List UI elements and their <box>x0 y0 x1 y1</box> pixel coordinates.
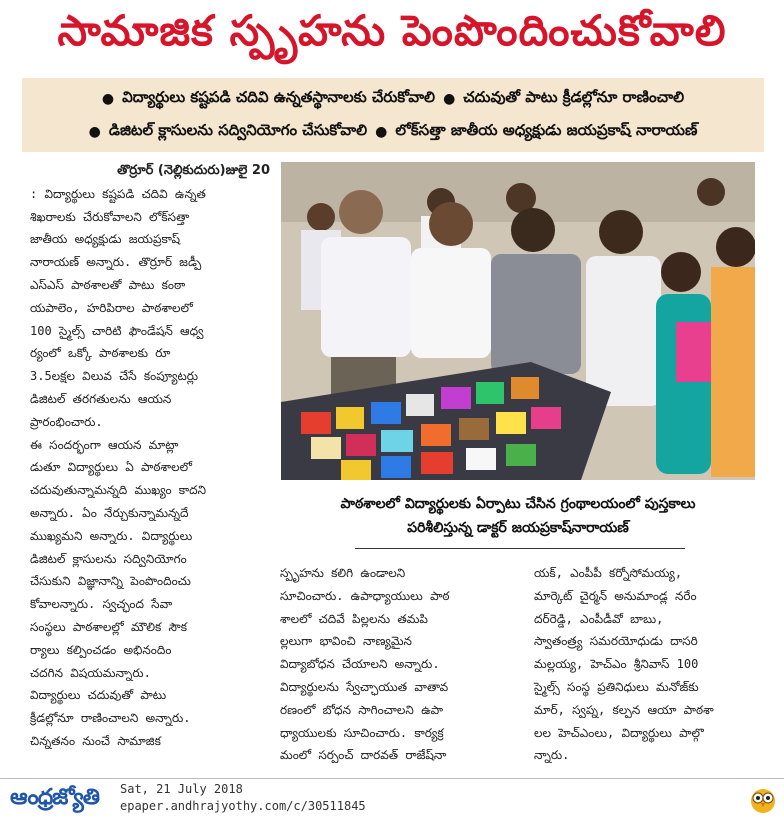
caption-line-1: పాఠశాలలో విద్యార్థులకు ఏర్పాటు చేసిన గ్రంథాలయంలో పుస్తకాలు <box>340 496 696 512</box>
article-line: లల హెచ్‌ఎంలు, విద్యార్థులు పాల్గొ <box>534 725 704 740</box>
article-line: అన్నారు. ఏం నేర్చుకున్నామన్నదే <box>30 505 189 520</box>
article-line: కోవాలన్నారు. స్వచ్ఛంద సేవా <box>30 597 173 612</box>
bullet-icon: ● <box>375 123 388 140</box>
article-line: ల్లలుగా భావించి నాణ్యమైన <box>280 634 412 649</box>
article-line: చిన్నతనం నుంచే సామాజిక <box>30 733 161 748</box>
article-line: మంలో సర్పంచ్ దారవత్ రాజేష్‌నా <box>280 748 447 763</box>
article-line: ఈ సందర్భంగా ఆయన మాట్లా <box>30 437 179 452</box>
article-line: డిజిటల్ తరగతులను ఆయన <box>30 391 172 406</box>
bullet-icon: ● <box>101 90 115 107</box>
caption-divider <box>355 548 685 549</box>
article-line: విద్యాబోధన చేయాలని అన్నారు. <box>280 657 440 672</box>
article-line: స్మైల్స్ సంస్థ ప్రతినిధులు మనోజ్‌కు <box>534 679 699 694</box>
article-line: ర్యంలో ఒక్కో పాఠశాలకు రూ <box>30 346 171 361</box>
article-line: ర్యాలు కల్పించడం అభినందిం <box>30 642 172 657</box>
article-line: ఎస్‌ఎస్ పాఠశాలతో పాటు కంఠా <box>30 277 186 292</box>
article-column-3 <box>534 562 774 767</box>
article-line: మార్, స్వప్న, కల్పన ఆయా పాఠశా <box>534 702 714 717</box>
subheadline: చదువుతో పాటు క్రీడల్లోనూ రాణించాలి <box>463 87 685 106</box>
article-line: 100 స్మైల్స్ చారిటి ఫౌండేషన్ ఆధ్వ <box>30 323 204 338</box>
bullet-icon: ● <box>443 90 456 107</box>
caption-line-2: పరిశీలిస్తున్న డాక్టర్ జయప్రకాష్‌నారాయణ్ <box>407 520 629 536</box>
article-line: స్వాతంత్ర్య సమరయోధుడు దాసరి <box>534 634 698 649</box>
article-column-2 <box>280 562 520 767</box>
article-line: నారాయణ్ అన్నారు. తొర్రూర్ జడ్పీ <box>30 255 202 270</box>
article-line: మల్లయ్య, హెచ్‌ఎం శ్రీనివాస్ 100 <box>534 657 699 672</box>
article-line: 3.5లక్షల విలువ చేసే కంప్యూటర్లు <box>30 369 198 384</box>
article-line: డిజిటల్ క్లాసులను సద్వినియోగం <box>30 551 187 566</box>
article-line: న్నారు. <box>534 748 570 763</box>
article-line: ధ్యాయులకు సూచించారు. కార్యక్ర <box>280 725 444 740</box>
subheadline: విద్యార్థులు కష్టపడి చదివి ఉన్నతస్థానాలకు చేరుకోవాలి <box>122 87 436 106</box>
publish-date: Sat, 21 July 2018 <box>120 782 243 796</box>
owl-mascot-icon <box>748 784 778 814</box>
news-photo <box>281 162 755 480</box>
article-line: యక్, ఎంపీపీ కర్నోసోమయ్య, <box>534 566 683 580</box>
subheadline-row-2 <box>32 121 754 143</box>
article-line: దర్‌రెడ్డి, ఎంపీడీవో బాబు, <box>534 611 664 626</box>
article-line: సూచించారు. ఉపాధ్యాయులు పాఠ <box>280 588 450 603</box>
bullet-icon: ● <box>88 123 101 140</box>
subheadline: డిజిటల్ క్లాసులను సద్వినియోగం చేసుకోవాలి <box>108 120 368 139</box>
article-line: రణంలో బోధన సాగించాలని ఉపా <box>280 702 444 717</box>
article-line: సంస్థలు పాఠశాలల్లో మౌలిక సౌక <box>30 619 188 634</box>
photo-illustration <box>281 162 755 480</box>
article-line: విద్యార్థులు చదువుతో పాటు <box>30 688 167 703</box>
article-line: చేసుకుని విజ్ఞానాన్ని పెంపొందించు <box>30 574 191 589</box>
photo-caption <box>281 486 755 546</box>
article-line: చదువుతున్నామన్నది ముఖ్యం కాదని <box>30 483 207 498</box>
column-2-text <box>280 562 520 767</box>
article-line: యపాలెం, హరిపిరాల పాఠశాలలో <box>30 300 193 315</box>
article-line: శిఖరాలకు చేరుకోవాలని లోక్‌సత్తా <box>30 209 190 224</box>
subheadline: లోక్‌సత్తా జాతీయ అధ్యక్షుడు జయప్రకాష్ నారాయణ్ <box>395 120 698 139</box>
article-line: స్పృహను కలిగి ఉండాలని <box>280 566 406 580</box>
article-line: శాలలో చదివే పిల్లలను తమపి <box>280 611 428 626</box>
article-line: చదగిన విషయమన్నారు. <box>30 665 151 680</box>
article-line: మార్కెట్ చైర్మన్ అనుమాండ్ల నరేం <box>534 588 697 603</box>
column-3-text <box>534 562 774 767</box>
epaper-url[interactable]: epaper.andhrajyothy.com/c/30511845 <box>120 799 366 813</box>
article-column-1 <box>30 160 270 753</box>
article-line: జాతీయ అధ్యక్షుడు జయప్రకాష్ <box>30 232 181 247</box>
article-line: : విద్యార్థులు కష్టపడి చదివి ఉన్నత <box>30 186 206 201</box>
footer-meta <box>120 781 366 815</box>
footer <box>0 778 784 819</box>
brand-logo: ఆంధ్రజ్యోతి <box>10 785 99 810</box>
article-line: క్రీడల్లోనూ రాణించాలని అన్నారు. <box>30 711 191 726</box>
article-line: డుతూ విద్యార్థులు ఏ పాఠశాలలో <box>30 460 192 475</box>
article-line: ప్రారంభించారు. <box>30 414 103 429</box>
article-line: ముఖ్యమని అన్నారు. విద్యార్థులు <box>30 528 193 543</box>
column-1-text <box>30 183 270 753</box>
subheadline-box <box>22 78 764 152</box>
subheadline-row-1 <box>32 88 754 110</box>
headline: సామాజిక స్పృహను పెంపొందించుకోవాలి <box>57 6 727 55</box>
dateline: తొర్రూర్ (నెల్లికుదురు)జులై 20 <box>117 163 270 178</box>
article-line: విద్యార్థులను స్వేచ్ఛాయుత వాతావ <box>280 679 449 694</box>
